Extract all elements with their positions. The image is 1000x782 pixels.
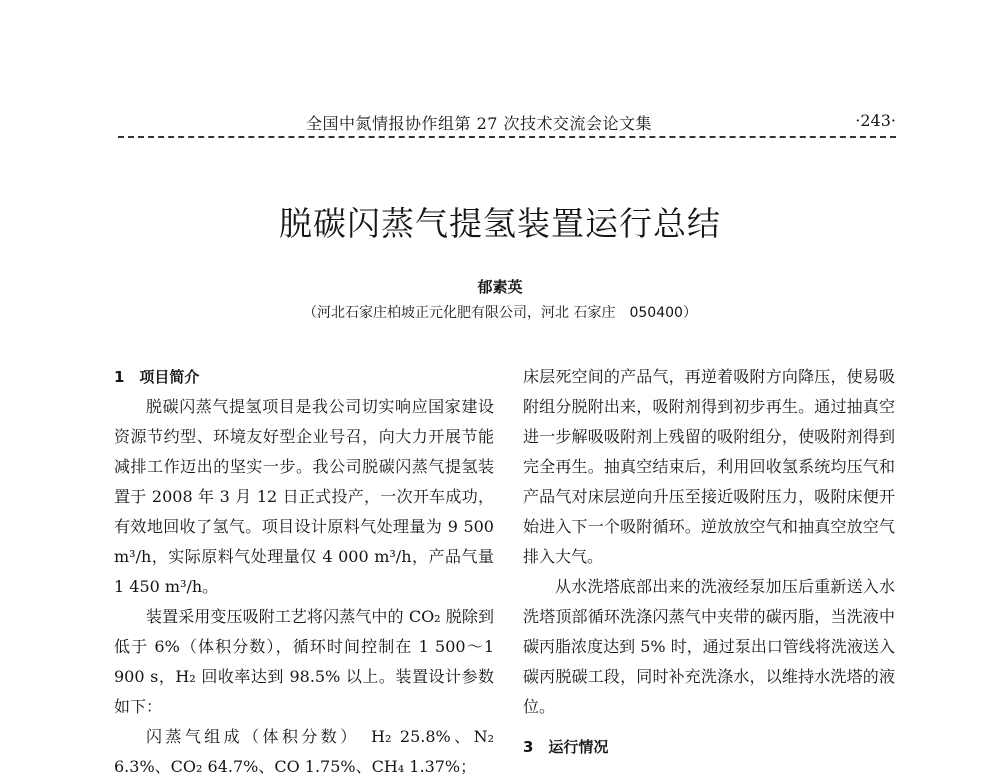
author: 郁素英 [477,278,523,296]
page-number: ·243· [855,111,896,130]
paragraph: 闪蒸气组成（体积分数） H₂ 25.8%、N₂ 6.3%、CO₂ 64.7%、CO 1.75%、CH₄ 1.37%； [114,727,494,776]
left-column [114,362,494,782]
paper-title: 脱碳闪蒸气提氢装置运行总结 [279,204,721,243]
section-heading: 1 项目简介 [114,368,200,386]
journal-title: 全国中氮情报协作组第 27 次技术交流会论文集 [306,114,653,133]
section-heading: 3 运行情况 [523,738,609,756]
paragraph-continued: 床层死空间的产品气，再逆着吸附方向降压，使易吸附组分脱附出来，吸附剂得到初步再生。通过抽真空进一步解吸吸附剂上残留的吸附组分，使吸附剂得到完全再生。抽真空结束后，利用回收氢系统均压气和产品气对床层逆向升压至接近吸附压力，吸附床便开始进入下一个吸附循环。逆放放空气和抽真空放空气排入大气。 [523,367,895,566]
affiliation: （河北石家庄柏坡正元化肥有限公司，河北 石家庄 050400） [303,305,697,321]
paragraph: 脱碳闪蒸气提氢项目是我公司切实响应国家建设资源节约型、环境友好型企业号召，向大力开展节能减排工作迈出的坚实一步。我公司脱碳闪蒸气提氢装置于 2008 年 3 月 12 日正式投产，一次开车成功，有效地回收了氢气。项目设计原料气处理量为 9 500 m³/h，实际原料气处理量仅 4 000 m³/h，产品气量 1 450 m³/h。 [114,397,494,596]
running-header [118,98,896,138]
header-rule [118,136,896,138]
paragraph: 装置采用变压吸附工艺将闪蒸气中的 CO₂ 脱除到低于 6%（体积分数），循环时间控制在 1 500～1 900 s，H₂ 回收率达到 98.5% 以上。装置设计参数如下： [114,607,494,716]
paragraph: 从水洗塔底部出来的洗液经泵加压后重新送入水洗塔顶部循环洗涤闪蒸气中夹带的碳丙脂，当洗液中碳丙脂浓度达到 5% 时，通过泵出口管线将洗液送入碳丙脱碳工段，同时补充洗涤水，以维持水洗塔的液位。 [523,577,895,716]
right-column [523,362,895,762]
